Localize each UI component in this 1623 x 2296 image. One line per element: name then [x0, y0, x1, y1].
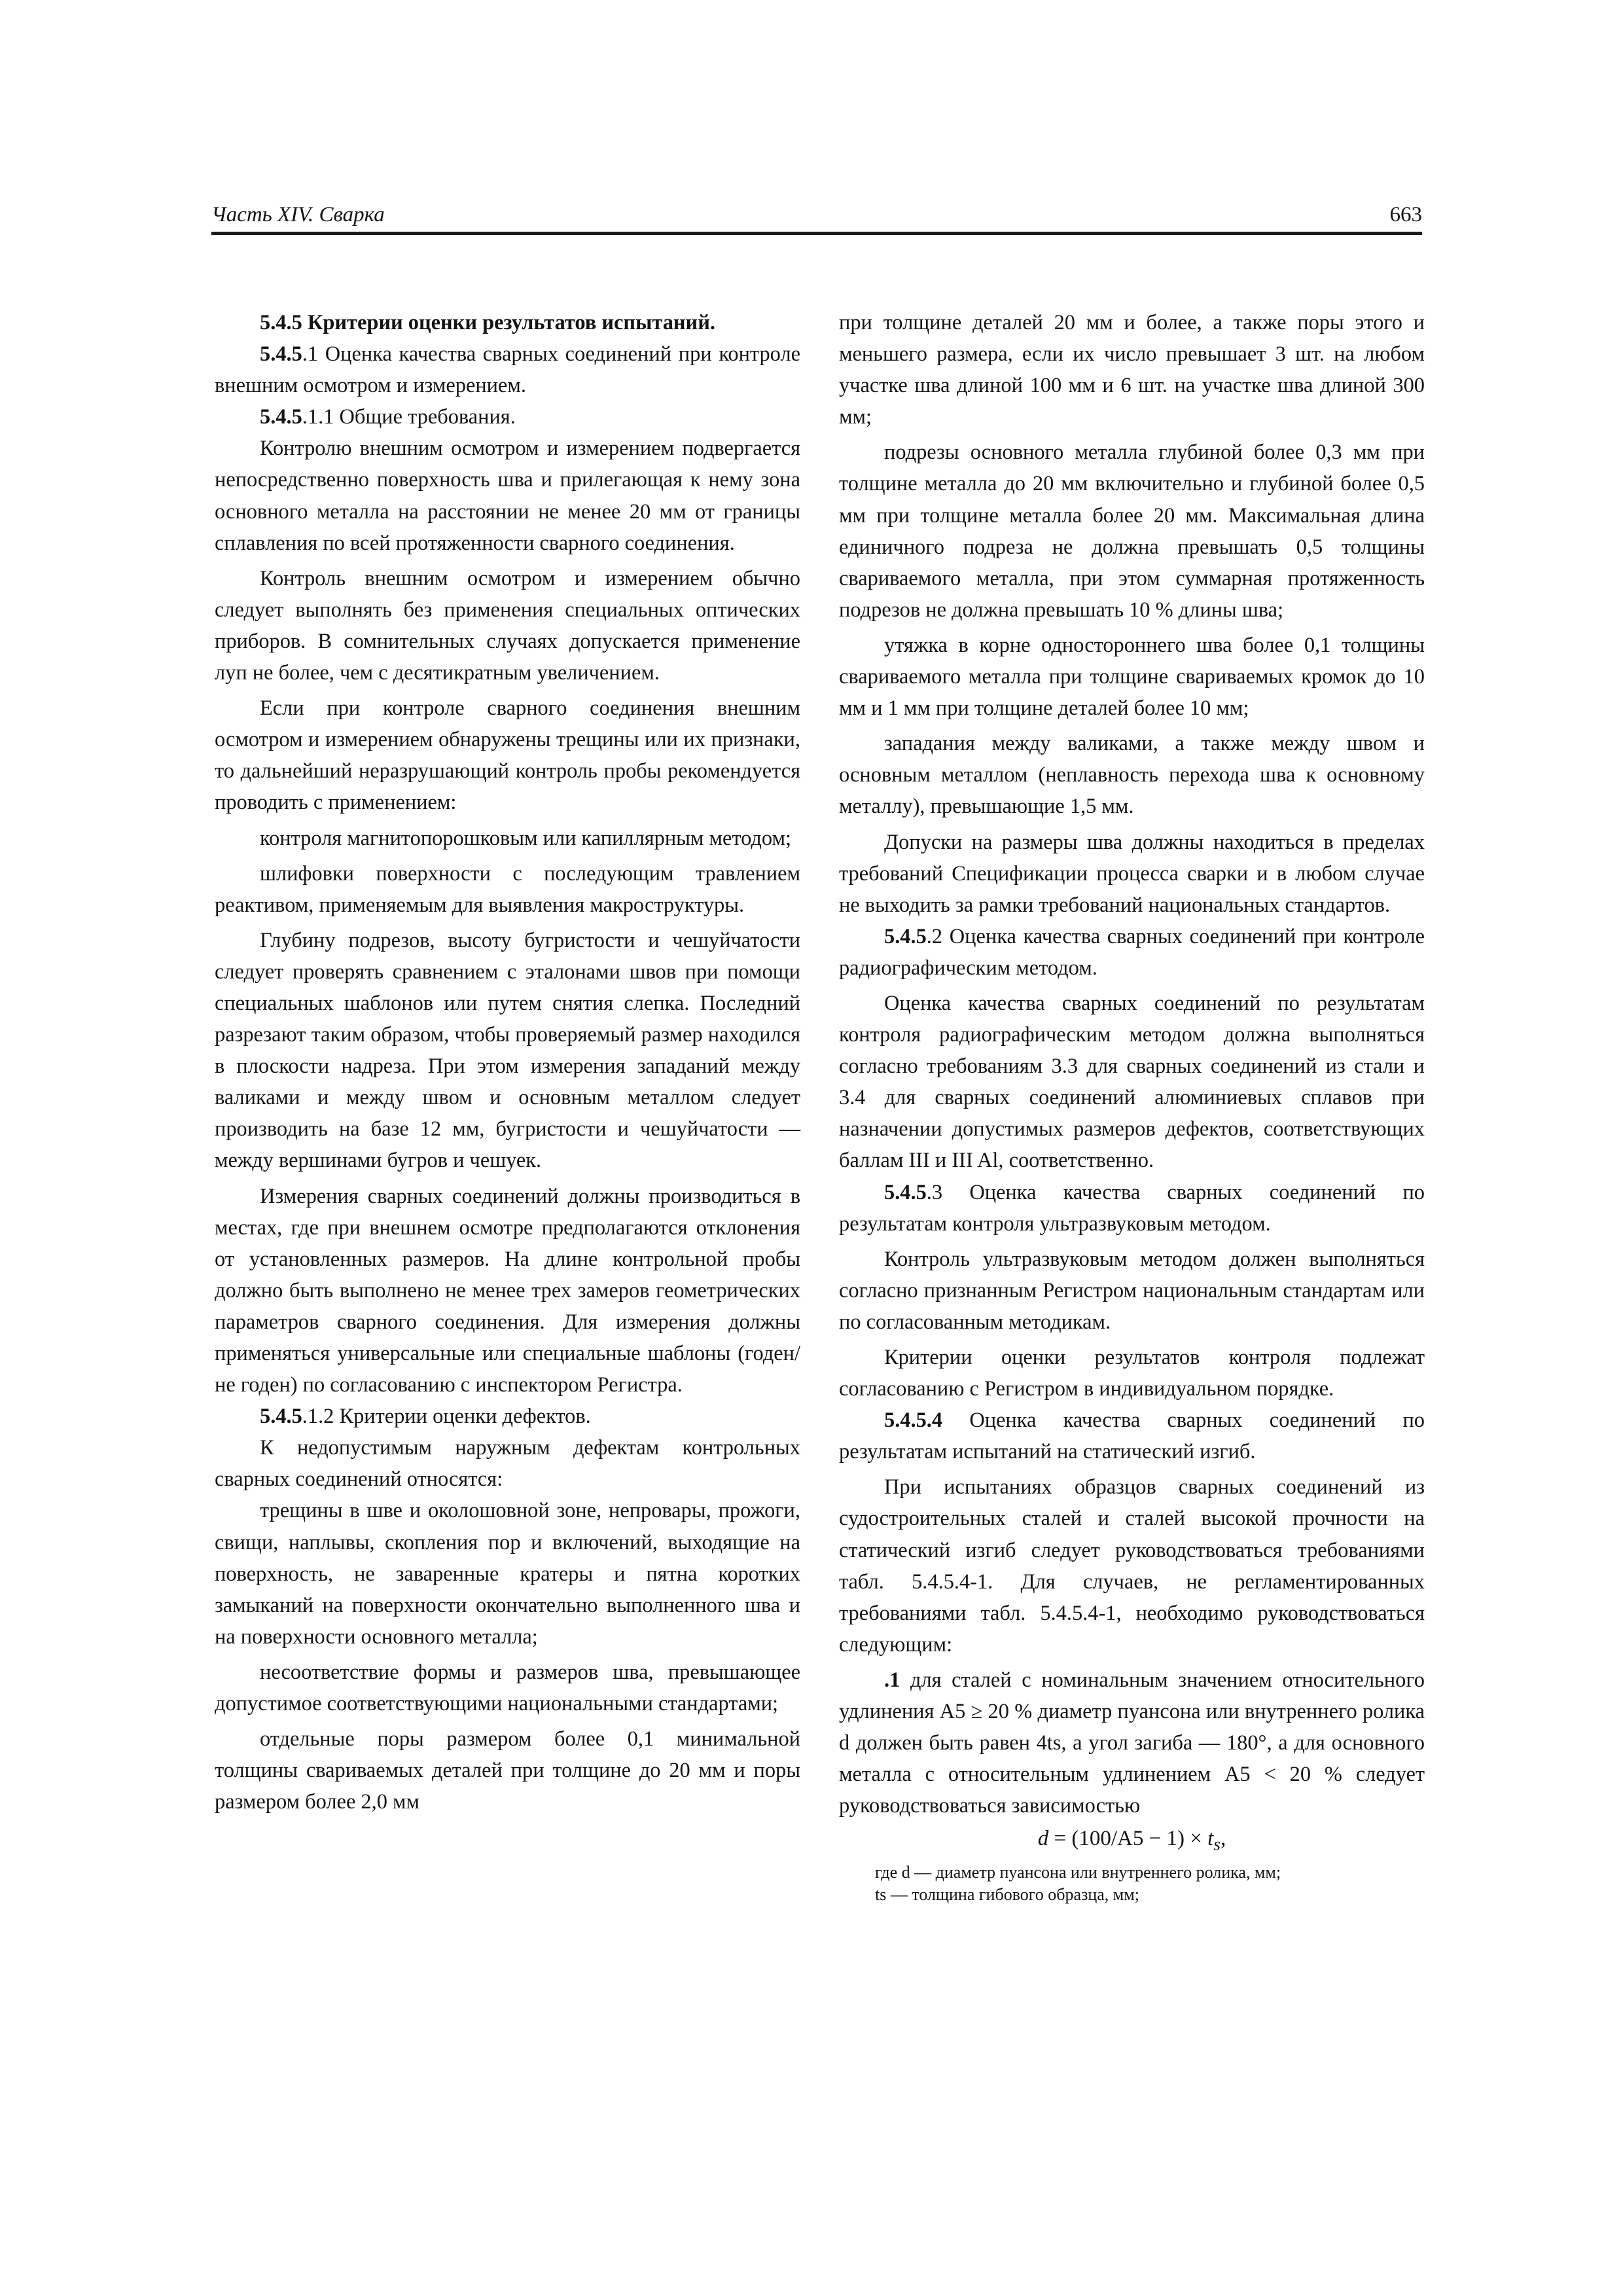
left-column: [215, 307, 800, 1818]
paragraph: 5.4.5.1 Оценка качества сварных соединений при контроле внешним осмотром и измерением.: [215, 342, 800, 398]
paragraph: подрезы основного металла глубиной более 0,3 мм при толщине металла до 20 мм включительно и глубиной более 0,5 мм при толщине металла более 20 мм. Максимальная длина единичного подреза не должна превышать 0,5 толщины свариваемого металла, при этом суммарная протяженность подрезов не должна превышать 10 % длины шва;: [839, 440, 1425, 622]
paragraph: шлифовки поверхности с последующим травлением реактивом, применяемым для выявления макроструктуры.: [215, 861, 800, 917]
running-title: Часть XIV. Сварка: [211, 203, 385, 226]
formula-note: ts — толщина гибового образца, мм;: [875, 1885, 1139, 1904]
formula-note: где d — диаметр пуансона или внутреннего ролика, мм;: [875, 1863, 1281, 1882]
paragraph: отдельные поры размером более 0,1 минимальной толщины свариваемых деталей при толщине до 20 мм и поры размером более 2,0 мм: [215, 1727, 800, 1814]
paragraph: К недопустимым наружным дефектам контрольных сварных соединений относятся:: [215, 1436, 800, 1492]
paragraph: контроля магнитопорошковым или капиллярным методом;: [260, 826, 791, 850]
paragraph: несоответствие формы и размеров шва, превышающее допустимое соответствующими национальными стандартами;: [215, 1660, 800, 1716]
paragraph: Контролю внешним осмотром и измерением подвергается непосредственно поверхность шва и прилегающая к нему зона основного металла на расстоянии не менее 20 мм от границы сплавления по всей протяженности сварного соединения.: [215, 437, 800, 555]
formula-notes: [839, 1861, 1425, 1906]
paragraph: 5.4.5.1.2 Критерии оценки дефектов.: [260, 1405, 591, 1429]
page-number: 663: [1389, 203, 1422, 226]
paragraph: Оценка качества сварных соединений по результатам контроля радиографическим методом должна выполняться согласно требованиям 3.3 для сварных соединений из стали и 3.4 для сварных соединений алюминиевых сплавов при назначении допустимых размеров дефектов, соответствующих баллам III и III Al, соответственно.: [839, 991, 1425, 1173]
paragraph: 5.4.5.3 Оценка качества сварных соединений по результатам контроля ультразвуковым методом.: [839, 1180, 1425, 1236]
paragraph: Контроль внешним осмотром и измерением обычно следует выполнять без применения специальных оптических приборов. В сомнительных случаях допускается применение луп не более, чем с десятикратным увеличением.: [215, 566, 800, 685]
paragraph: 5.4.5 Критерии оценки результатов испытаний.: [260, 311, 715, 334]
paragraph: 5.4.5.1.1 Общие требования.: [260, 405, 516, 429]
formula: $d = (100/A5 - 1) \times t_s$,: [1037, 1827, 1226, 1854]
paragraph: Допуски на размеры шва должны находиться в пределах требований Спецификации процесса сварки и в любом случае не выходить за рамки требований национальных стандартов.: [839, 830, 1425, 917]
paragraph: Критерии оценки результатов контроля подлежат согласованию с Регистром в индивидуальном порядке.: [839, 1346, 1425, 1401]
paragraph: При испытаниях образцов сварных соединений из судостроительных сталей и сталей высокой прочности на статический изгиб следует руководствоваться требованиями табл. 5.4.5.4-1. Для случаев, не регламентированных требованиями табл. 5.4.5.4-1, необходимо руководствоваться следующим:: [839, 1475, 1425, 1657]
paragraph: Измерения сварных соединений должны производиться в местах, где при внешнем осмотре предполагаются отклонения от установленных размеров. На длине контрольной пробы должно быть выполнено не менее трех замеров геометрических параметров сварного соединения. Для измерения должны применяться универсальные или специальные шаблоны (годен/не годен) по согласованию с инспектором Регистра.: [215, 1184, 800, 1397]
paragraph: 5.4.5.4 Оценка качества сварных соединений по результатам испытаний на статический изгиб.: [839, 1408, 1425, 1464]
paragraph: утяжка в корне одностороннего шва более 0,1 толщины свариваемого металла при толщине свариваемых кромок до 10 мм и 1 мм при толщине деталей более 10 мм;: [839, 633, 1425, 721]
right-column: [839, 307, 1425, 1906]
page-header: [211, 202, 1422, 235]
paragraph: Контроль ультразвуковым методом должен выполняться согласно признанным Регистром национальным стандартам или по согласованным методикам.: [839, 1247, 1425, 1334]
paragraph: Глубину подрезов, высоту бугристости и чешуйчатости следует проверять сравнением с эталонами швов при помощи специальных шаблонов или путем снятия слепка. Последний разрезают таким образом, чтобы проверяемый размер находился в плоскости надреза. При этом измерения западаний между валиками и между швом и основным металлом следует производить на базе 12 мм, бугристости и чешуйчатости — между вершинами бугров и чешуек.: [215, 928, 800, 1173]
paragraph: при толщине деталей 20 мм и более, а также поры этого и меньшего размера, если их число превышает 3 шт. на любом участке шва длиной 100 мм и 6 шт. на участке шва длиной 300 мм;: [839, 311, 1425, 429]
paragraph: западания между валиками, а также между швом и основным металлом (неплавность перехода шва к основному металлу), превышающие 1,5 мм.: [839, 732, 1425, 819]
paragraph: трещины в шве и околошовной зоне, непровары, прожоги, свищи, наплывы, скопления пор и включений, выходящие на поверхность, не заваренные кратеры и пятна коротких замыканий на поверхности окончательно выполненного шва и на поверхности основного металла;: [215, 1499, 800, 1649]
paragraph: .1 для сталей с номинальным значением относительного удлинения A5 ≥ 20 % диаметр пуансона или внутреннего ролика d должен быть равен 4ts, а угол загиба — 180°, а для основного металла с относительным удлинением A5 < 20 % следует руководствоваться зависимостью: [839, 1668, 1425, 1818]
paragraph: 5.4.5.2 Оценка качества сварных соединений при контроле радиографическим методом.: [839, 924, 1425, 980]
paragraph: Если при контроле сварного соединения внешним осмотром и измерением обнаружены трещины или их признаки, то дальнейший неразрушающий контроль пробы рекомендуется проводить с применением:: [215, 696, 800, 815]
